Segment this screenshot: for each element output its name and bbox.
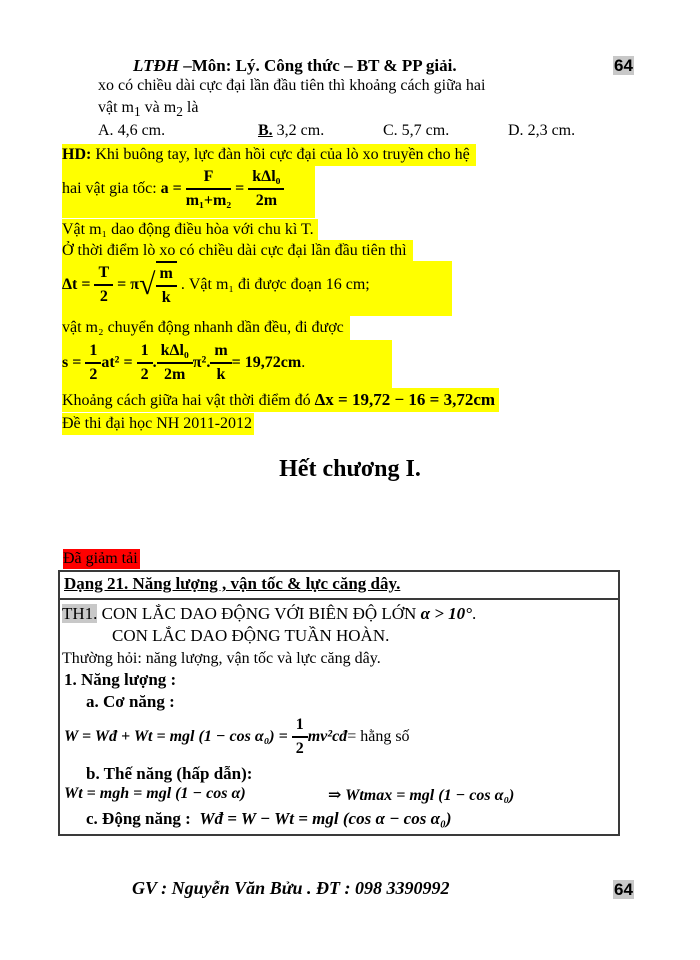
fraction	[292, 714, 308, 760]
page-number-badge: 64	[614, 880, 633, 899]
option-b	[258, 122, 324, 140]
text: . Vật m₁ đi được đoạn 16 cm;	[180, 276, 370, 293]
denominator: 2	[140, 366, 149, 383]
option-text: 2,3 cm.	[523, 122, 576, 139]
option-key-correct: B.	[258, 122, 273, 139]
numerator: kΔl₀	[157, 340, 193, 364]
section-title-text: Dạng 21. Năng lượng , vận tốc & lực căng dây.	[64, 574, 401, 593]
denominator: 2	[89, 366, 98, 383]
header-title-abbr: LTĐH	[133, 56, 179, 75]
square-root	[139, 261, 177, 309]
fraction	[210, 340, 231, 386]
fraction	[85, 340, 101, 386]
mechanical-energy-formula	[64, 714, 410, 760]
numerator: m	[156, 263, 177, 287]
hd-label: HD:	[62, 146, 92, 163]
math: = 19,72cm	[231, 354, 302, 371]
text: Khoảng cách giữa hai vật thời điểm đó	[62, 392, 315, 409]
solution-line-8	[62, 388, 499, 412]
solution-dt-line	[62, 261, 452, 316]
denominator: 2m	[255, 192, 278, 209]
numerator: 1	[85, 340, 101, 364]
kinetic-energy-line	[86, 809, 452, 829]
math: =	[235, 180, 245, 197]
header-title: –Môn: Lý. Công thức – BT & PP giải.	[178, 56, 457, 75]
option-key: C.	[383, 122, 398, 139]
subscript: 2	[176, 104, 183, 120]
text: .	[301, 354, 306, 371]
option-key: A.	[98, 122, 114, 139]
th1-line-2: CON LẮC DAO ĐỘNG TUẦN HOÀN.	[112, 626, 390, 645]
math: α > 10°	[420, 604, 472, 623]
text: vật m	[98, 99, 134, 116]
radical-sign: √	[139, 268, 156, 301]
text: Khi buông tay, lực đàn hồi cực đại của lò xo truyền cho hệ	[91, 146, 470, 163]
math: at² =	[101, 354, 133, 371]
header-page-number	[613, 56, 634, 76]
potential-energy-heading: b. Thế năng (hấp dẫn):	[86, 764, 253, 783]
denominator: m₁+m₂	[185, 192, 232, 209]
option-a	[98, 122, 165, 140]
potential-energy-formula: Wt = mgh = mgl (1 − cos α)	[64, 785, 246, 802]
numerator: 1	[292, 714, 308, 738]
text: là	[182, 99, 199, 116]
potential-energy-max-formula: ⇒ Wtmax = mgl (1 − cos α₀)	[328, 787, 515, 804]
reduced-content-tag: Đã giảm tải	[63, 550, 138, 567]
math: Wđ = W − Wt = mgl (cos α − cos α₀)	[199, 809, 452, 828]
denominator: 2	[295, 740, 304, 757]
chapter-end-heading: Hết chương I.	[279, 456, 421, 482]
text: CON LẮC DAO ĐỘNG VỚI BIÊN ĐỘ LỚN	[97, 604, 421, 623]
math: Δt =	[62, 276, 91, 293]
math: .	[152, 354, 157, 371]
math: Δx = 19,72 − 16 = 3,72cm	[314, 390, 496, 409]
energy-heading: 1. Năng lượng :	[64, 670, 177, 689]
footer-page-number	[613, 880, 634, 900]
denominator: k	[161, 289, 171, 306]
numerator: 1	[137, 340, 153, 364]
page-number-badge: 64	[614, 56, 633, 75]
math: s =	[62, 354, 82, 371]
option-text: 3,2 cm.	[272, 122, 325, 139]
page-header	[133, 56, 457, 76]
solution-line-4: Ở thời điểm lò xo có chiều dài cực đại lần đầu tiên thì	[62, 240, 413, 261]
denominator: k	[216, 366, 226, 383]
fraction	[248, 166, 284, 212]
option-d	[508, 122, 575, 140]
radicand	[156, 261, 177, 309]
solution-line-3: Vật m₁ dao động điều hòa với chu kì T.	[62, 219, 318, 240]
numerator: T	[94, 262, 113, 286]
question-line-2	[98, 99, 198, 120]
option-c	[383, 122, 449, 140]
text: .	[471, 604, 477, 623]
math: a =	[160, 180, 182, 197]
page-footer: GV : Nguyễn Văn Bửu . ĐT : 098 3390992	[132, 878, 450, 898]
question-line-1: xo có chiều dài cực đại lần đầu tiên thì khoảng cách giữa hai	[98, 77, 486, 94]
solution-line-1	[62, 144, 476, 166]
denominator: 2	[99, 288, 108, 305]
solution-accel-line	[62, 166, 315, 218]
solution-source: Đề thi đại học NH 2011-2012	[62, 413, 254, 435]
often-asked-line: Thường hỏi: năng lượng, vận tốc và lực căng dây.	[62, 650, 381, 667]
text: = hằng số	[347, 728, 410, 745]
math: W = Wđ + Wt = mgl (1 − cos α₀) =	[64, 728, 288, 745]
fraction	[157, 340, 193, 386]
numerator: kΔl₀	[248, 166, 284, 190]
subscript: 1	[134, 104, 141, 120]
kinetic-energy-heading: c. Động năng :	[86, 809, 191, 828]
math: mv²cđ	[307, 728, 348, 745]
th1-line-1	[62, 604, 476, 624]
th1-label: TH1.	[62, 604, 98, 623]
fraction	[137, 340, 153, 386]
solution-s-line	[62, 340, 392, 390]
math: π².	[192, 354, 211, 371]
math: = π	[117, 276, 140, 293]
numerator: m	[210, 340, 231, 364]
fraction	[156, 263, 177, 309]
option-key: D.	[508, 122, 524, 139]
section-title	[60, 572, 618, 600]
denominator: 2m	[164, 366, 186, 383]
solution-line-6: vật m₂ chuyển động nhanh dần đều, đi được	[62, 316, 350, 340]
section-box	[58, 570, 620, 836]
numerator: F	[186, 166, 231, 190]
text: và m	[140, 99, 177, 116]
text: hai vật gia tốc:	[62, 180, 161, 197]
mechanical-energy-heading: a. Cơ năng :	[86, 692, 175, 711]
fraction	[186, 166, 231, 212]
option-text: 5,7 cm.	[397, 122, 450, 139]
fraction	[94, 262, 113, 308]
option-text: 4,6 cm.	[113, 122, 166, 139]
